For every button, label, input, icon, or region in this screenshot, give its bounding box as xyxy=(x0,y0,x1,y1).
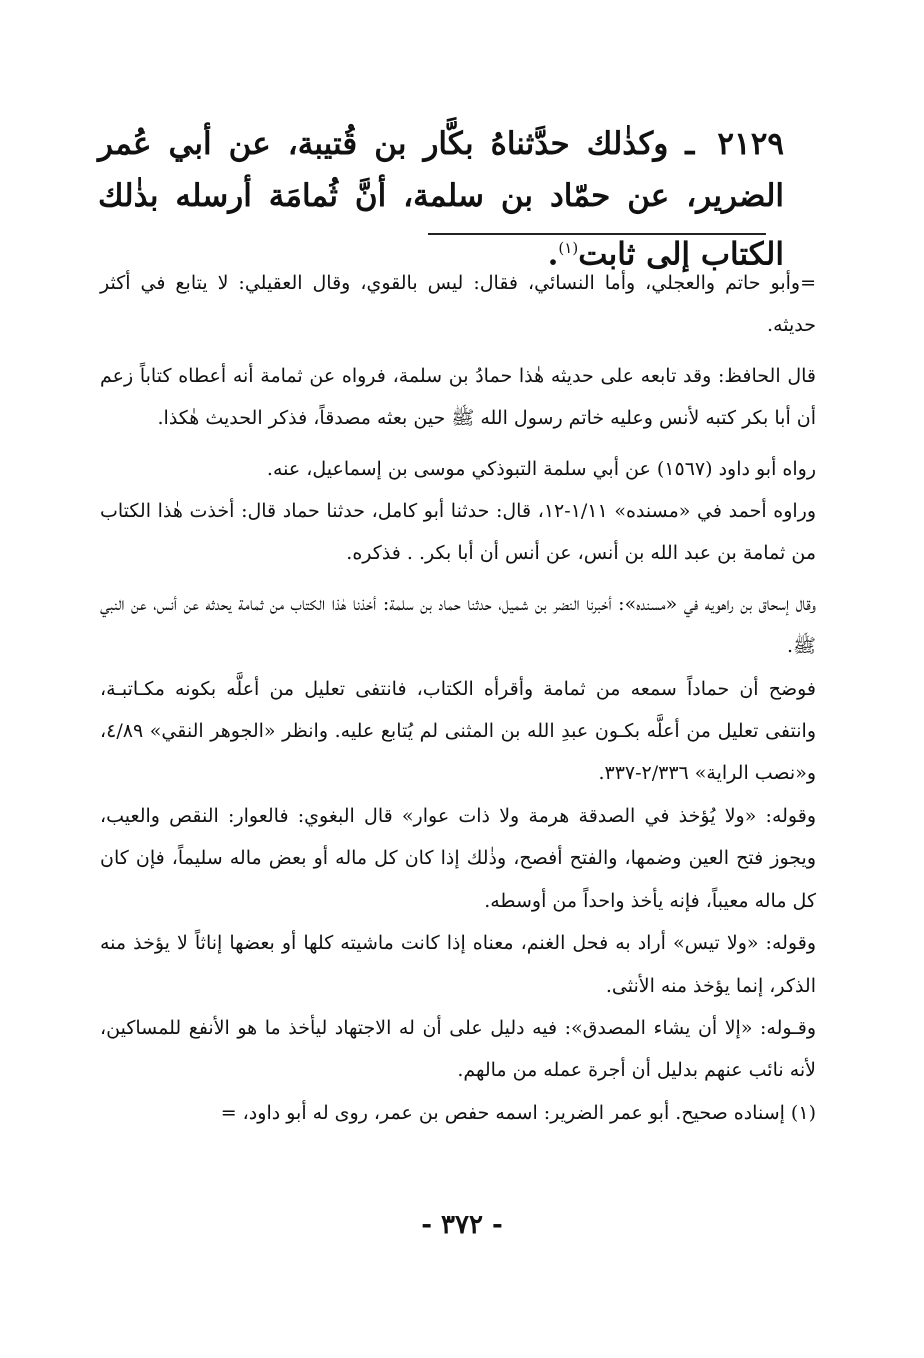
note-paragraph: قال الحافظ: وقد تابعه على حديثه هٰذا حمادُ بن سلمة، فرواه عن ثمامة أنه أعطاه كتاباً زعم أن أبا بكر كتبه لأنس وعليه خاتم رسول الله ﷺ حين بعثه مصدقاً، فذكر الحديث هٰكذا. xyxy=(100,364,816,430)
hadith-end: . xyxy=(547,236,559,273)
note-paragraph: وراوه أحمد في «مسنده» ١/١١-١٢، قال: حدثنا أبو كامل، حدثنا حماد قال: أخذت هٰذا الكتاب من ثمامة بن عبد الله بن أنس، عن أنس أن أبا بكر. . فذكره. xyxy=(100,500,817,565)
footnote-reference: (١) xyxy=(558,239,579,257)
note-paragraph: وقوله: «ولا تيس» أراد به فحل الغنم، معناه إذا كانت ماشيته كلها أو بعضها إناثاً لا يؤخذ منه الذكر، إنما يؤخذ منه الأنثى. xyxy=(100,932,816,997)
note-paragraph: وقـوله: «إلا أن يشاء المصدق»: فيه دليل على أن له الاجتهاد ليأخذ ما هو الأنفع للمساكين، لأنه نائب عنهم بدليل أن أجرة عمله من مالهم. xyxy=(100,1016,816,1082)
note-paragraph: وقوله: «ولا يُؤخذ في الصدقة هرمة ولا ذات عوار» قال البغوي: فالعوار: النقص والعيب، ويجوز فتح العين وضمها، والفتح أفصح، وذٰلك إذا كان كل ماله أو بعض ماله سليماً، فإن كان كل ماله معيباً، فإنه يأخذ واحداً من أوسطه. xyxy=(100,804,816,912)
hadith-number: ٢١٢٩ xyxy=(717,126,784,162)
page-number: - ٣٧٢ - xyxy=(421,1210,503,1240)
note-paragraph: فوضح أن حماداً سمعه من ثمامة وأقرأه الكتاب، فانتفى تعليل من أعلَّه بكونه مكـاتبـة، وانتفى تعليل من أعلَّه بكـون عبدِ الله بن المثنى لم يُتابع عليه. وانظر «الجوهر النقي» ٤/٨٩، و«نصب الراية» ٢/٣٣٦-٣٣٧. xyxy=(100,677,817,785)
hadith-text xyxy=(98,118,784,280)
note-paragraph: وقال إسحاق بن راهويه في «مسنده»: أخبرنا النضر بن شميل، حدثنا حماد بن سلمة: أخذنا هٰذا الكتاب من ثمامة يحدثه عن أنس، عن النبي ﷺ. xyxy=(100,592,816,658)
footnotes-section xyxy=(100,262,816,1134)
footnote-separator xyxy=(428,233,766,235)
footnote-1: (١) إسناده صحيح. أبو عمر الضرير: اسمه حفص بن عمر، روى له أبو داود، = xyxy=(220,1101,816,1124)
note-paragraph: رواه أبو داود (١٥٦٧) عن أبي سلمة التبوذكي موسى بن إسماعيل، عنه. xyxy=(266,457,816,480)
note-paragraph: =وأبو حاتم والعجلي، وأما النسائي، فقال: ليس بالقوي، وقال العقيلي: لا يتابع في أكثر حديثه. xyxy=(100,272,816,337)
hadith-body: ـ وكذٰلك حدَّثناهُ بكَّار بن قُتيبة، عن أبي عُمر الضرير، عن حمّاد بن سلمة، أنَّ ثُمامَة أرسله بذٰلك الكتاب إلى ثابت xyxy=(98,126,784,273)
